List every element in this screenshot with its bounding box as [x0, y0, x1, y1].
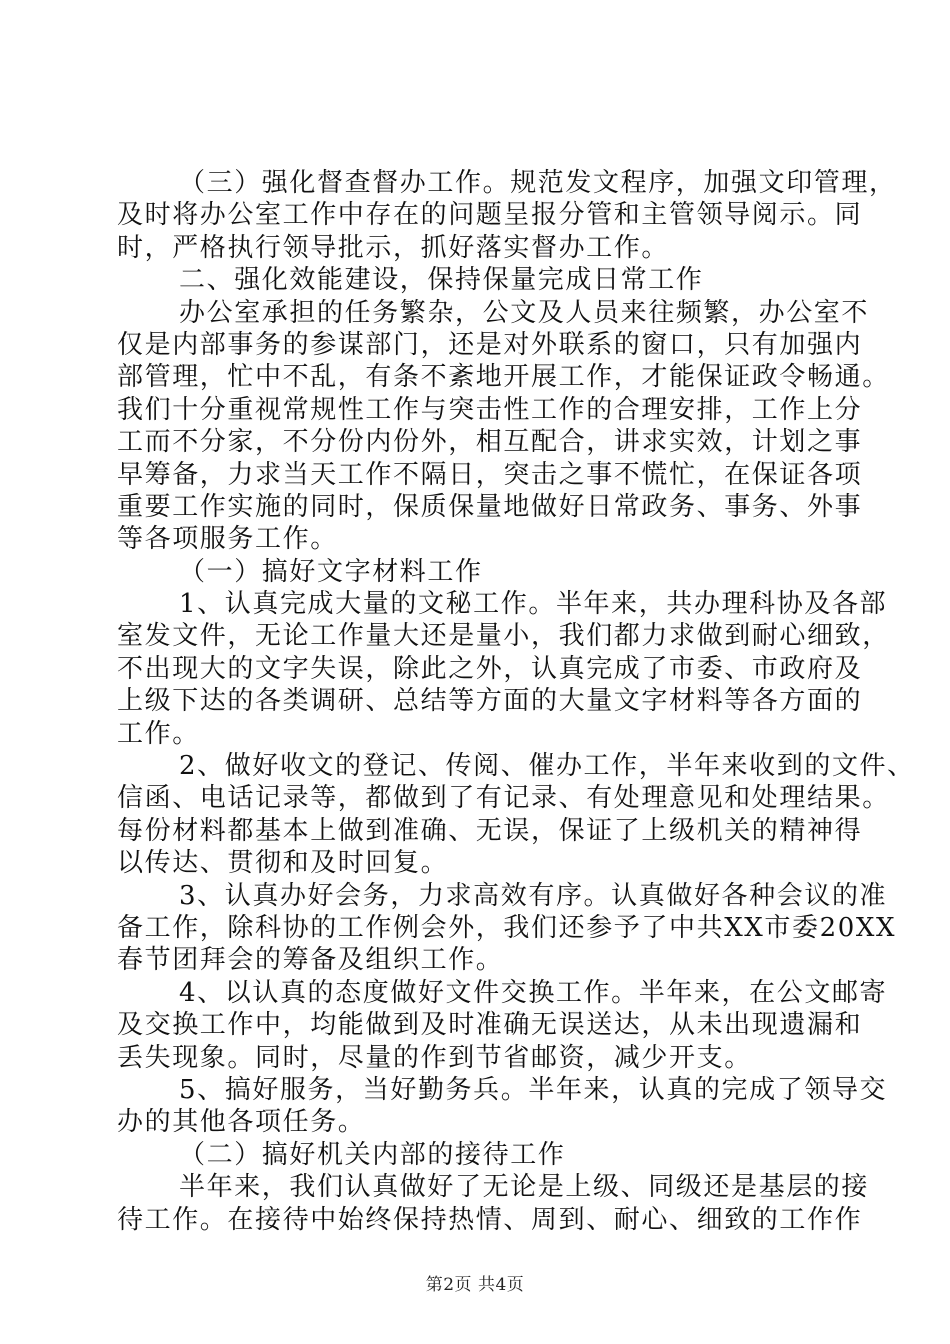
paragraph-line: 备工作，除科协的工作例会外，我们还参予了中共XX市委20XX	[117, 912, 897, 943]
paragraph-line: 丢失现象。同时，尽量的作到节省邮资，减少开支。	[117, 1042, 752, 1073]
paragraph-line: 每份材料都基本上做到准确、无误，保证了上级机关的精神得	[117, 815, 863, 846]
subsection-heading: （二）搞好机关内部的接待工作	[179, 1139, 566, 1170]
paragraph-line: 重要工作实施的同时，保质保量地做好日常政务、事务、外事	[117, 491, 863, 522]
paragraph-line: 工作。	[117, 718, 200, 749]
document-body	[117, 167, 915, 1236]
paragraph-line: （三）强化督查督办工作。规范发文程序，加强文印管理，	[179, 168, 897, 198]
paragraph-line: 工而不分家，不分份内份外，相互配合，讲求实效，计划之事	[117, 427, 863, 458]
paragraph-line: 2、做好收文的登记、传阅、催办工作，半年来收到的文件、	[179, 751, 915, 782]
paragraph-line: 待工作。在接待中始终保持热情、周到、耐心、细致的工作作	[117, 1204, 863, 1235]
paragraph-line: 春节团拜会的筹备及组织工作。	[117, 945, 504, 976]
section-heading: 二、强化效能建设，保持保量完成日常工作	[179, 265, 704, 296]
paragraph-line: 5、搞好服务，当好勤务兵。半年来，认真的完成了领导交	[179, 1074, 888, 1105]
paragraph-line: 早筹备，力求当天工作不隔日，突击之事不慌忙，在保证各项	[117, 459, 863, 490]
paragraph-line: 不出现大的文字失误，除此之外，认真完成了市委、市政府及	[117, 653, 863, 684]
paragraph-line: 仅是内部事务的参谋部门，还是对外联系的窗口，只有加强内	[117, 329, 863, 360]
paragraph-line: 信函、电话记录等，都做到了有记录、有处理意见和处理结果。	[117, 783, 890, 814]
paragraph-line: 4、以认真的态度做好文件交换工作。半年来，在公文邮寄	[179, 977, 888, 1008]
paragraph-line: 部管理，忙中不乱，有条不紊地开展工作，才能保证政令畅通。	[117, 362, 890, 393]
paragraph-line: 办的其他各项任务。	[117, 1107, 366, 1138]
paragraph-line: 等各项服务工作。	[117, 524, 338, 555]
paragraph-line: 1、认真完成大量的文秘工作。半年来，共办理科协及各部	[179, 589, 888, 620]
paragraph-line: 及交换工作中，均能做到及时准确无误送达，从未出现遗漏和	[117, 1010, 863, 1041]
page-footer: 第2页 共4页	[425, 1275, 525, 1295]
paragraph-line: 以传达、贯彻和及时回复。	[117, 848, 449, 879]
paragraph-line: 上级下达的各类调研、总结等方面的大量文字材料等各方面的	[117, 686, 863, 717]
subsection-heading: （一）搞好文字材料工作	[179, 556, 483, 587]
paragraph-line: 半年来，我们认真做好了无论是上级、同级还是基层的接	[179, 1172, 870, 1203]
paragraph-line: 时，严格执行领导批示，抓好落实督办工作。	[117, 232, 670, 263]
paragraph-line: 3、认真办好会务，力求高效有序。认真做好各种会议的准	[179, 880, 888, 911]
paragraph-line: 及时将办公室工作中存在的问题呈报分管和主管领导阅示。同	[117, 200, 863, 231]
paragraph-line: 室发文件，无论工作量大还是量小，我们都力求做到耐心细致，	[117, 621, 890, 652]
paragraph-line: 办公室承担的任务繁杂，公文及人员来往频繁，办公室不	[179, 297, 870, 328]
paragraph-line: 我们十分重视常规性工作与突击性工作的合理安排，工作上分	[117, 394, 863, 425]
